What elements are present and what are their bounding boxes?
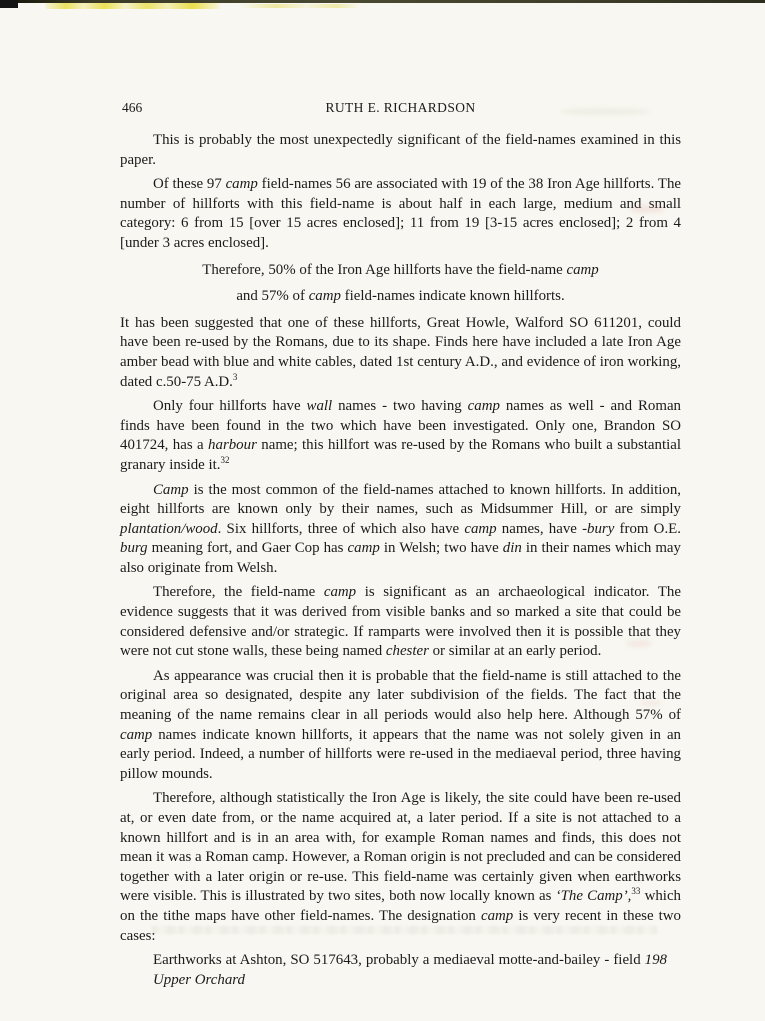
scan-smudge xyxy=(640,700,662,706)
paragraph: This is probably the most unexpectedly significant of the field-names examined in this paper. xyxy=(120,132,681,168)
paragraph: As appearance was crucial then it is probable that the field-name is still attached to the original area so designated, despite any later subdivision of the fields. The fact that the meaning of the name remains clear in all periods would also help here. Although 57% of camp names indicate known hillforts, it appears that the name was not solely given in an early period. Indeed, a number of hillforts were re-used in the mediaeval period, three having pillow mounds. xyxy=(120,667,681,782)
paragraph: Camp is the most common of the field-names attached to known hillforts. In addition, eight hillforts are known only by their names, such as Midsummer Hill, or are simply plantation/wood. Six hillforts, three of which also have camp names, have -bury from O.E. burg meaning fort, and Gaer Cop has camp in Welsh; two have din in their names which may also originate from Welsh. xyxy=(120,481,681,576)
running-head: RUTH E. RICHARDSON xyxy=(325,100,476,115)
page-number: 466 xyxy=(122,100,143,115)
paragraph: Therefore, the field-name camp is significant as an archaeological indicator. The evidence suggests that it was derived from visible banks and so marked a site that could be considered defensive and/or strategic. If ramparts were involved then it is possible that they were not cut stone walls, these being named chester or similar at an early period. xyxy=(120,584,681,660)
centered-line: Therefore, 50% of the Iron Age hillforts have the field-name camp xyxy=(202,261,599,278)
scan-corner-artifact xyxy=(0,0,18,8)
bleed-through-artifact xyxy=(152,926,657,934)
quote-block: Earthworks at Ashton, SO 517643, probably a mediaeval motte-and-bailey - field 198 Upper Orchard xyxy=(153,952,667,988)
scan-smudge xyxy=(626,640,652,647)
scan-smudge xyxy=(560,108,650,115)
paragraph: It has been suggested that one of these hillforts, Great Howle, Walford SO 611201, could have been re-used by the Romans, due to its shape. Finds here have included a late Iron Age amber bead with blue and white cables, dated 1st century A.D., and evidence of iron working, dated c.50-75 A.D.$^3$ xyxy=(120,314,681,390)
highlighter-mark-faint xyxy=(240,4,360,8)
centered-line: and 57% of camp field-names indicate known hillforts. xyxy=(236,288,565,305)
text-column xyxy=(120,131,681,995)
scan-smudge xyxy=(630,205,664,213)
paragraph: Therefore, although statistically the Iron Age is likely, the site could have been re-used at, or even date from, or the name acquired at, a later period. If a site is not attached to a known hillfort and is in an area with, for example Roman names and finds, this does not mean it was a Roman camp. However, a Roman origin is not precluded and can be considered together with a later origin or re-use. This field-name was certainly given when earthworks were visible. This is illustrated by two sites, both now locally known as ‘The Camp’,$^{33}$ which on the tithe maps have other field-names. The designation camp is very recent in these two cases: xyxy=(120,790,681,944)
highlighter-mark xyxy=(45,3,220,9)
paragraph: Of these 97 camp field-names 56 are associated with 19 of the 38 Iron Age hillforts. The number of hillforts with this field-name is about half in each large, medium and small category: 6 from 15 [over 15 acres enclosed]; 11 from 19 [3-15 acres enclosed]; 2 from 4 [under 3 acres enclosed]. xyxy=(120,176,681,251)
paragraph: Only four hillforts have wall names - two having camp names as well - and Roman finds have been found in the two which have been investigated. Only one, Brandon SO 401724, has a harbour name; this hillfort was re-used by the Romans who built a substantial granary inside it.$^{32}$ xyxy=(120,398,681,473)
